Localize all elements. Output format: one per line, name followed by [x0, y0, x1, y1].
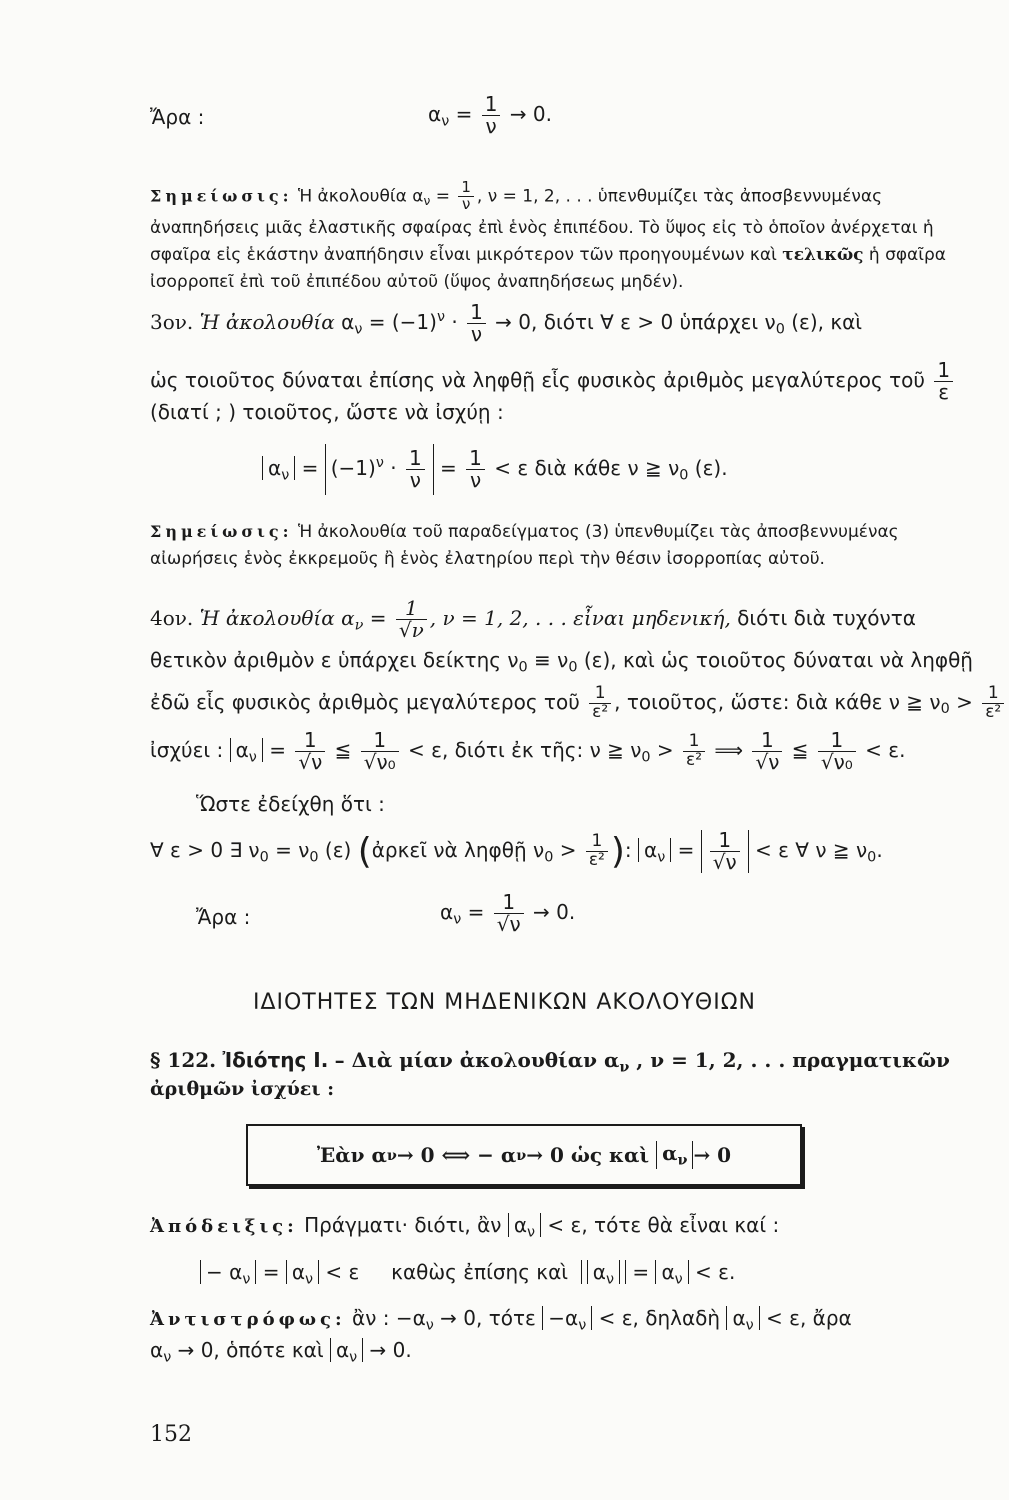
- proof-line-2: − $\alpha_\nu = \alpha_\nu < \varepsilon$ καθὼς ἐπίσης καὶ $\alpha_\nu = \alpha_\nu < \varepsilon$.: [200, 1260, 735, 1287]
- property-1-statement: § 122. Ἰδιότης I. – Διὰ μίαν ἀκολουθίαν $\alpha_\nu$ , ν = 1, 2, . . . πραγματικῶν: [150, 1048, 950, 1076]
- example-3-inequality: $\alpha_\nu = (-1)^\nu$ · $\frac{1}{\nu}$ = $\frac{1}{\nu}$ < ε διὰ κάθε ν ≧ $\nu_0$ (ε).: [262, 444, 728, 495]
- example-4-line-1: 4ον. Ἡ ἀκολουθία $\alpha_\nu$ = $\frac{1}{√\nu}$ , ν = 1, 2, . . . εἶναι μηδενική, διότι διὰ τυχόντα: [150, 596, 916, 642]
- proof-line-1: Ἀπόδειξις: Πράγματι· διότι, ἂν $\alpha_\nu < \varepsilon$, τότε θὰ εἶναι καί :: [150, 1213, 780, 1241]
- limit-formula-2: $\alpha_\nu$ = $\frac{1}{√\nu}$ → 0.: [440, 890, 576, 936]
- example-4-line-2: θετικὸν ἀριθμὸν ε ὑπάρχει δείκτης $\nu_0 \equiv \nu_0$ (ε), καὶ ὡς τοιοῦτος δύναται νὰ ληφθῇ: [150, 648, 973, 676]
- example-4-conclusion: ∀ ε > 0 ∃ $\nu_0 = \nu_0$ (ε) (ἀρκεῖ νὰ ληφθῇ $\nu_0$ > $\frac{1}{\text{ε²}}$ ): $\alpha_\nu$ = $\frac{1}{√\nu}$ < ε ∀ ν ≧ $\nu_0$.: [150, 828, 883, 874]
- page-number: 152: [150, 1422, 192, 1447]
- converse-line-2: $\alpha_\nu \to 0$, ὁπότε καὶ $\alpha_\nu \to 0$.: [150, 1338, 412, 1366]
- note-pendulum: Σημείωσις: Ἡ ἀκολουθία τοῦ παραδείγματος (3) ὑπενθυμίζει τὰς ἀποσβεννυμένας αἰωρήσεις ἑνὸς ἐκκρεμοῦς ἢ ἑνὸς ἐλατηρίου περὶ τὴν θέσιν ἰσορροπίας αὐτοῦ.: [150, 522, 899, 569]
- property-1-statement-cont: ἀριθμῶν ἰσχύει :: [150, 1078, 335, 1100]
- converse-line-1: Ἀντιστρόφως: ἂν : $-\alpha_\nu \to 0$, $\tau ό\tau\varepsilon -\alpha_\nu < \varepsilon$, δηλαδὴ $\alpha_\nu < \varepsilon$, ἄρα: [150, 1306, 852, 1334]
- example-3-line-2: ὡς τοιοῦτος δύναται ἐπίσης νὰ ληφθῇ εἷς φυσικὸς ἀριθμὸς μεγαλύτερος τοῦ $\frac{1}{\varepsilon}$: [150, 360, 956, 403]
- example-3-line-3: (διατί ; ) τοιοῦτος, ὥστε νὰ ἰσχύῃ :: [150, 400, 504, 424]
- example-4-line-3: ἐδῶ εἷς φυσικὸς ἀριθμὸς μεγαλύτερος τοῦ $\frac{1}{\text{ε²}}$ , τοιοῦτος, ὥστε: διὰ κάθε ν ≧ $\nu_0$ > $\frac{1}{\text{ε²}}$: [150, 685, 1007, 722]
- limit-formula-1: $\alpha_\nu$ = $\frac{1}{\nu}$ → 0.: [428, 92, 553, 138]
- section-heading: ΙΔΙΟΤΗΤΕΣ ΤΩΝ ΜΗΔΕΝΙΚΩΝ ΑΚΟΛΟΥΘΙΩΝ: [252, 990, 757, 1015]
- example-4-hence: Ὥστε ἐδείχθη ὅτι :: [196, 792, 385, 816]
- example-4-line-4: ἰσχύει : $\alpha_\nu$ = $\frac{1}{√\nu}$ ≦ $\frac{1}{\text{√ν₀}}$ < ε, διότι ἐκ τῆς: ν ≧ $\nu_0$ > $\frac{1}{\text{ε²}}$ ⟹ $\frac{1}{√\nu}$ ≦ $\frac{1}{\text{√ν₀}}$ < ε.: [150, 728, 906, 774]
- ara-label-1: Ἄρα :: [150, 105, 205, 129]
- note-bouncing-ball: Σημείωσις: Ἡ ἀκολουθία $\alpha_\nu$ = $\frac{1}{\nu}$ , ν = 1, 2, . . . ὑπενθυμίζει τὰς ἀποσβεννυμένας ἀναπηδήσεις μιᾶς ἐλαστικῆς σφαίρας ἐπὶ ἑνὸς ἐπιπέδου. Τὸ ὕψος εἰς τὸ ὁποῖον ἀνέρχεται ἡ σφαῖρα εἰς ἑκάστην ἀναπήδησιν εἶναι μικρότερον τῶν προηγουμένων καὶ τελικῶς ἡ σφαῖρα ἰσορροπεῖ ἐπὶ τοῦ ἐπιπέδου αὐτοῦ (ὕψος ἀναπηδήσεως μηδέν).: [150, 178, 947, 292]
- example-3-line-1: 3ον. Ἡ ἀκολουθία $\alpha_\nu = (-1)^\nu$ · $\frac{1}{\nu}$ → 0, διότι ∀ ε > 0 ὑπάρχει $\nu_0$ (ε), καὶ: [150, 300, 863, 346]
- ara-label-2: Ἄρα :: [196, 905, 251, 929]
- property-1-boxed-formula: Ἐὰν α ν → 0 ⟺ − α ν → 0 ὡς καὶ $\alpha_\nu$ → 0: [246, 1124, 802, 1186]
